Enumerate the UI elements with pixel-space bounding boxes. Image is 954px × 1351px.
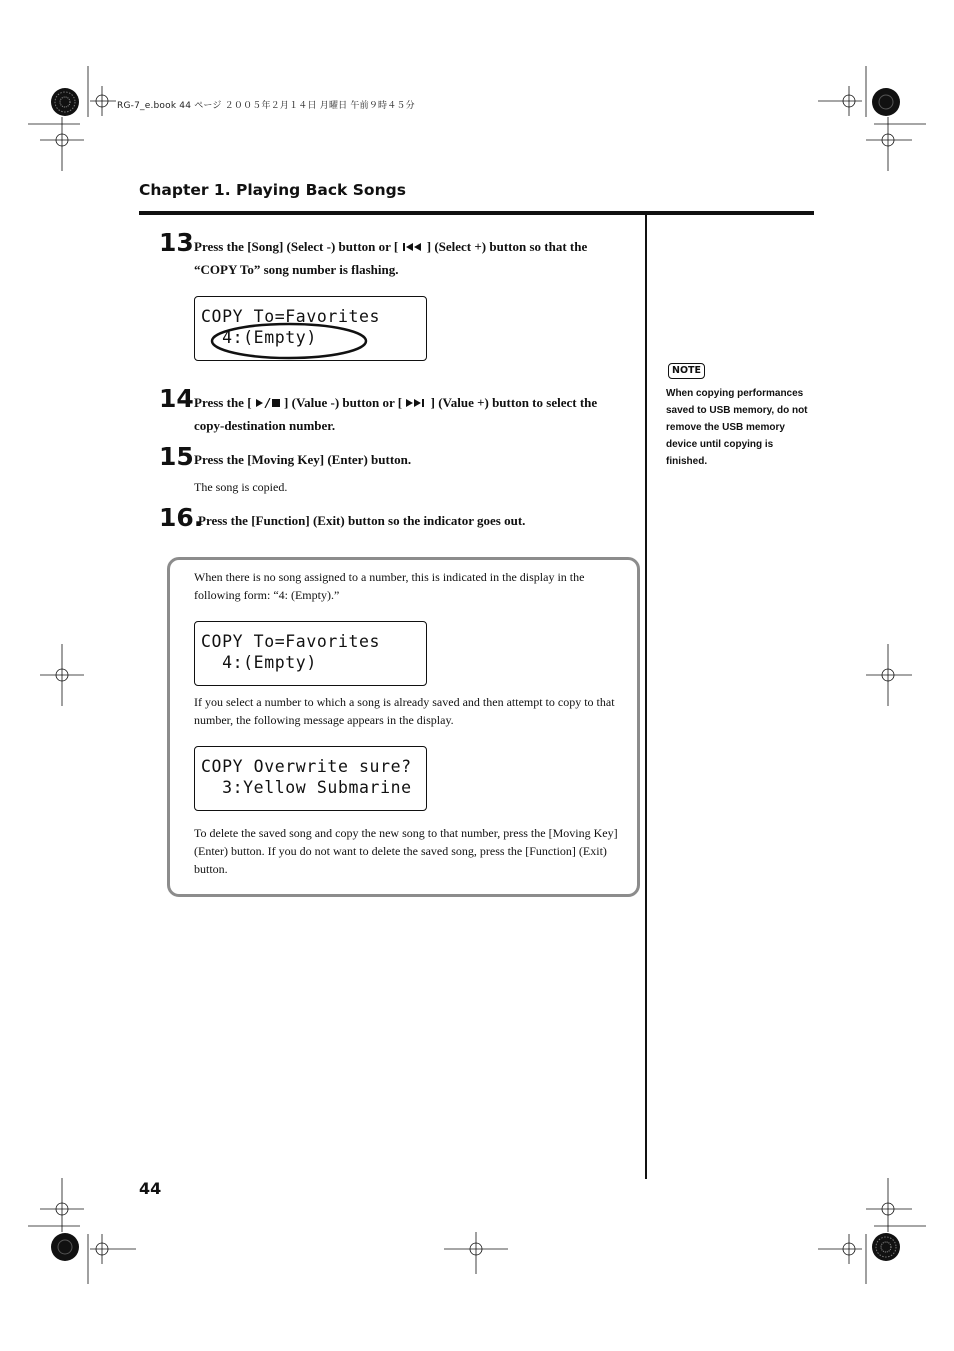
note-text: When copying performances saved to USB memory, do not remove the USB memory device until copying is finished. <box>666 388 808 467</box>
step-14-text <box>194 391 639 437</box>
lcd-line-1: COPY To=Favorites <box>201 632 381 651</box>
step-14-text-line2: copy-destination number. <box>194 418 336 433</box>
step-15-number: 15 <box>159 442 194 471</box>
highlight-ellipse <box>209 320 369 362</box>
lcd-line-1: COPY To=Favorites <box>201 307 381 326</box>
step-13-text-line2: “COPY To” song number is flashing. <box>194 262 399 277</box>
next-track-icon <box>405 398 427 408</box>
play-stop-icon <box>255 398 281 408</box>
step-16-text: Press the [Function] (Exit) button so the indicator goes out. <box>198 513 526 528</box>
step-13-text <box>194 235 634 281</box>
header-rule <box>139 211 814 215</box>
info-para-2: If you select a number to which a song is already saved and then attempt to copy to that number, the following message appears in the display. <box>194 695 615 727</box>
lcd-line-2: 3:Yellow Submarine <box>201 778 412 797</box>
print-header: RG-7_e.book 44 ページ ２００５年２月１４日 月曜日 午前９時４５分 <box>117 101 415 111</box>
note-badge: NOTE <box>668 363 705 379</box>
registration-disc-top-left <box>51 88 79 116</box>
prev-track-icon <box>402 242 424 252</box>
registration-disc-bottom-left <box>51 1233 79 1261</box>
step-14-text-a: Press the [ <box>194 395 255 410</box>
step-13-number: 13 <box>159 228 194 257</box>
page-number: 44 <box>139 1179 162 1198</box>
step-13-text-a: Press the [Song] (Select -) button or [ <box>194 239 402 254</box>
lcd-line-2: 4:(Empty) <box>201 653 317 672</box>
step-16-number: 16. <box>159 503 204 532</box>
step-13-text-b: ] (Select +) button so that the <box>423 239 588 254</box>
registration-disc-bottom-right <box>872 1233 900 1261</box>
info-para-3: To delete the saved song and copy the new song to that number, press the [Moving Key] (Enter) button. If you do not want to delete the saved song, press the [Function] (Exit) button. <box>194 826 618 876</box>
column-divider <box>645 215 647 1179</box>
registration-disc-top-right <box>872 88 900 116</box>
step-14-text-b: ] (Value -) button or [ <box>280 395 406 410</box>
lcd-line-1: COPY Overwrite sure? <box>201 757 412 776</box>
lcd-line-2: 4:(Empty) <box>201 328 317 347</box>
lcd-display-empty <box>194 621 427 686</box>
step-15-result: The song is copied. <box>194 480 288 494</box>
step-15-text: Press the [Moving Key] (Enter) button. <box>194 452 412 467</box>
lcd-display-step13 <box>194 296 427 361</box>
step-14-number: 14 <box>159 384 194 413</box>
step-14-text-c: ] (Value +) button to select the <box>427 395 598 410</box>
lcd-display-overwrite <box>194 746 427 811</box>
info-para-1: When there is no song assigned to a number, this is indicated in the display in the following form: “4: (Empty).” <box>194 570 585 602</box>
chapter-title: Chapter 1. Playing Back Songs <box>139 181 406 199</box>
